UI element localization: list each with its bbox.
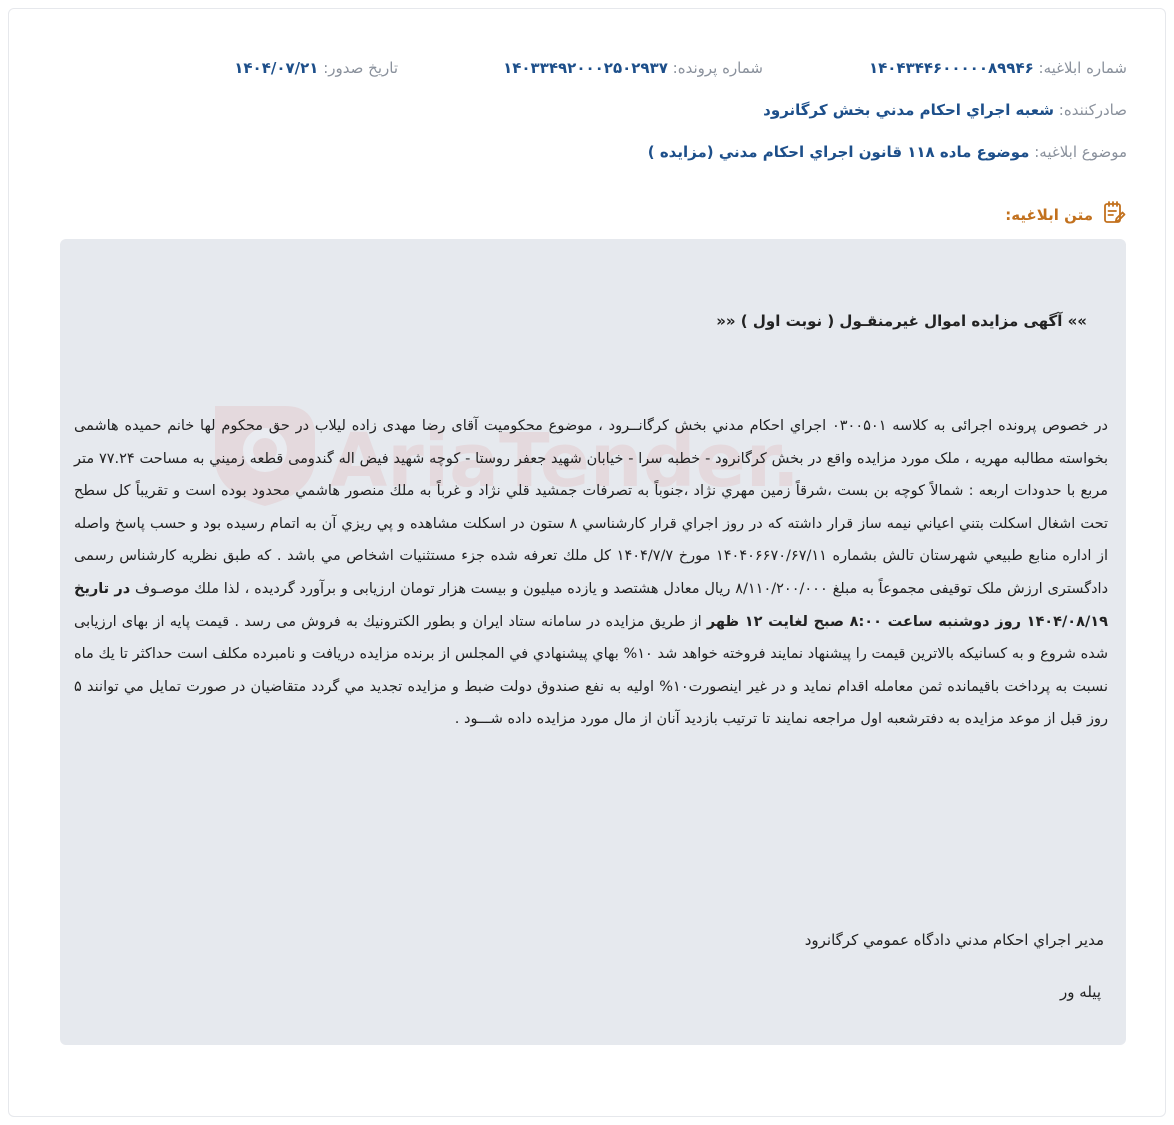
document-edit-icon	[1101, 200, 1127, 230]
subject-value: موضوع ماده ۱۱۸ قانون اجراي احكام مدني (مزايده )	[647, 143, 1030, 161]
notice-body-part2: از طريق مزايده در سامانه ستاد ايران و بطور الكترونيك به فروش می رسد . قيمت پايه از بهای ارزيابی شده شروع و به كسانيكه بالاترين قيمت را پيشنهاد نمايند فروخته خواهد شد ۱۰% بهاي پيشنهادي في المجلس از برنده مزايده دريافت و نامبرده مكلف است حداكثر تا يك ماه نسبت به پرداخت باقيمانده ثمن معامله اقدام نمايد و در غير اينصورت۱۰% اوليه به نفع صندوق دولت ضبط و مزايده تجديد مي گردد متقاضيان در صورت تمايل مي توانند ۵ روز قبل از موعد مزايده به دفترشعبه اول مراجعه نمايند تا ترتيب بازديد آنان از مال مورد مزايده داده شـــود .	[74, 613, 1108, 728]
issuer-value: شعبه اجراي احكام مدني بخش كرگانرود	[763, 101, 1054, 119]
notice-number-value: ۱۴۰۴۳۴۴۶۰۰۰۰۰۸۹۹۴۶	[868, 59, 1034, 77]
subject-label: موضوع ابلاغیه:	[1034, 143, 1127, 161]
case-number-label: شماره پرونده:	[672, 59, 763, 77]
issuer-label: صادرکننده:	[1058, 101, 1127, 119]
auction-title: »» آگهی مزايده اموال غيرمنقـول ( نوبت اول ) ««	[716, 312, 1087, 330]
notice-body-part1: در خصوص پرونده اجرائی به كلاسه ۰۳۰۰۵۰۱ اجراي احكام مدني بخش كرگانــرود ، موضوع محكوميت آقای رضا مهدی زاده ليلاب در حق محكوم لها خانم حميده هاشمی بخواسته مطالبه مهريه ، ملک مورد مزايده واقع در بخش کرگانرود - خطبه سرا - خيابان شهيد جعفر روستا - كوچه شهيد فيض اله گندومی قطعه زميني به مساحت ۷۷.۲۴ متر مربع با حدودات اربعه : شمالاً کوچه بن بست ،شرقاً زمين مهري نژاد ،جنوباً به تصرفات جمشيد قلي نژاد و غرباً به ملك منصور هاشمي محدود بوده است و تقريباً كل سطح تحت اشغال اسكلت بتني اعياني نيمه ساز قرار داشته كه در روز اجراي قرار كارشناسي ۸ ستون در اسكلت مشاهده و پي ريزي آن به اتمام رسيده بود و حسب پاسخ واصله از اداره منابع طبيعي شهرستان تالش بشماره ۱۴۰۴۰۶۶۷۰/۶۷/۱۱ مورخ ۱۴۰۴/۷/۷ كل ملك تعرفه شده جزء مستثنيات اشخاص مي باشد . كه طبق نظريه كارشناس رسمی دادگستری ارزش ملک توقيفی مجموعاً به مبلغ ۸/۱۱۰/۲۰۰/۰۰۰ ريال معادل هشتصد و يازده ميليون و بيست هزار تومان ارزيابی و برآورد گرديده ، لذا ملك موصـوف	[74, 418, 1109, 597]
notice-number	[869, 59, 1127, 77]
issue-date	[234, 59, 398, 77]
notice-text-heading	[1005, 200, 1127, 230]
signature-title: مدير اجراي احكام مدني دادگاه عمومي كرگانرود	[804, 931, 1104, 949]
auction-date-time: در تاريخ ۱۴۰۴/۰۸/۱۹ روز دوشنبه ساعت ۸:۰۰ صبح لغايت ۱۲ ظهر	[74, 580, 1108, 630]
notice-number-label: شماره ابلاغیه:	[1038, 59, 1127, 77]
subject	[648, 143, 1127, 161]
notice-body	[74, 410, 1108, 736]
issue-date-label: تاریخ صدور:	[323, 59, 398, 77]
issue-date-value: ۱۴۰۴/۰۷/۲۱	[234, 59, 319, 77]
case-number-value: ۱۴۰۳۳۴۹۲۰۰۰۲۵۰۲۹۳۷	[503, 59, 668, 77]
signature-name: پيله ور	[1060, 983, 1101, 1001]
case-number	[503, 59, 763, 77]
issuer	[763, 101, 1127, 119]
notice-text-title: متن ابلاغیه:	[1005, 206, 1093, 224]
